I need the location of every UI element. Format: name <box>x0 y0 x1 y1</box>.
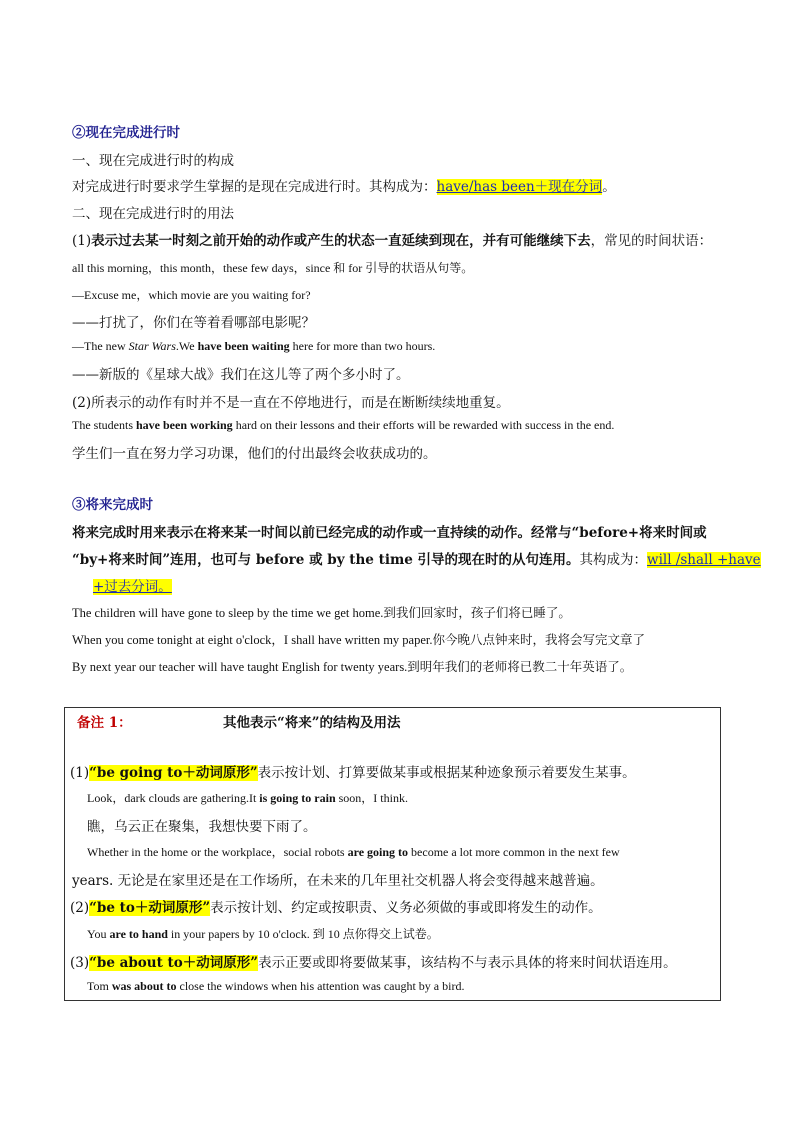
note-1-example2-line2: years. 无论是在家里还是在工作场所，在未来的几年里社交机器人将会变得越来越普遍。 <box>72 873 604 889</box>
example-2-en <box>72 339 435 354</box>
ex2-italic: Star Wars <box>128 339 176 353</box>
heading-formation: 一、现在完成进行时的构成 <box>72 153 234 169</box>
heading-usage: 二、现在完成进行时的用法 <box>72 206 234 222</box>
note-2-meaning: 表示按计划、约定或按职责、义务必须做的事或即将发生的动作。 <box>210 900 602 916</box>
note-1-structure: “be going to＋动词原形” <box>89 765 258 781</box>
ex2-bold: have been waiting <box>197 339 290 353</box>
note-title: 其他表示“将来”的结构及用法 <box>223 715 401 731</box>
note-3-example <box>87 979 464 994</box>
example-1-zh: ——打扰了，你们在等着看哪部电影呢？ <box>72 315 315 331</box>
n1-ex-pre: Look，dark clouds are gathering.It <box>87 791 260 805</box>
definition-formation-label: 其构成为： <box>579 552 648 568</box>
formation-text <box>72 175 616 195</box>
note-3-number: (3) <box>70 955 90 971</box>
usage-1-bold: 表示过去某一时刻之前开始的动作或产生的状态一直延续到现在，并有可能继续下去 <box>91 233 591 249</box>
definition-line-2 <box>72 548 761 568</box>
note-2-example <box>87 925 439 942</box>
usage-1 <box>72 229 712 249</box>
formation-intro: 对完成进行时要求学生掌握的是现在完成进行时。其构成为： <box>72 179 437 195</box>
formation-end: 。 <box>602 179 616 195</box>
note-1-example2-line1 <box>87 843 620 860</box>
example-2-zh: ——新版的《星球大战》我们在这儿等了两个多小时了。 <box>72 367 410 383</box>
ex2-post: here for more than two hours. <box>289 339 436 353</box>
note-point-1 <box>70 761 636 781</box>
usage-1-rest: ，常见的时间状语： <box>590 233 713 249</box>
usage-1-time-adverbials: all this morning，this month，these few days，since 和 for 引导的状语从句等。 <box>72 261 474 275</box>
definition-bold: “by+将来时间”连用，也可与 before 或 by the time 引导的现在时的从句连用。 <box>72 552 580 568</box>
example-1-en: —Excuse me，which movie are you waiting for? <box>72 288 311 302</box>
ex2-pre: —The new <box>72 339 129 353</box>
note-1-number: (1) <box>70 765 90 781</box>
definition-line-3 <box>93 575 172 595</box>
example-3-zh: 学生们一直在努力学习功课，他们的付出最终会收获成功的。 <box>72 446 437 462</box>
usage-1-number: (1) <box>72 233 92 249</box>
formation-formula: have/has been＋现在分词 <box>436 179 603 195</box>
note-point-2 <box>70 896 602 916</box>
note-point-3 <box>70 951 677 971</box>
ex2-mid: .We <box>175 339 198 353</box>
n3-ex-post: close the windows when his attention was caught by a bird. <box>176 979 465 993</box>
note-1-meaning: 表示按计划、打算要做某事或根据某种迹象预示着要发生某事。 <box>257 765 636 781</box>
n1-ex-bold: is going to rain <box>259 791 336 805</box>
n1-ex2-pre: Whether in the home or the workplace，social robots <box>87 845 348 859</box>
section-title-future-perfect: ③将来完成时 <box>72 497 153 513</box>
n1-ex2-post: become a lot more common in the next few <box>408 845 620 859</box>
note-1-example-zh: 瞧，乌云正在聚集，我想快要下雨了。 <box>87 819 317 835</box>
n2-ex-post: in your papers by 10 o'clock. 到 10 点你得交上试卷。 <box>167 927 439 941</box>
n1-ex2-bold: are going to <box>347 845 409 859</box>
definition-formula-part1: will /shall +have <box>647 552 761 568</box>
usage-2: (2)所表示的动作有时并不是一直在不停地进行，而是在断断续续地重复。 <box>72 395 510 411</box>
future-perfect-example-3: By next year our teacher will have taught English for twenty years.到明年我们的老师将已教二十年英语了。 <box>72 660 633 674</box>
n2-ex-bold: are to hand <box>109 927 168 941</box>
note-1-example-en <box>87 789 408 806</box>
note-3-structure: “be about to＋动词原形” <box>89 955 259 971</box>
ex3-post: hard on their lessons and their efforts will be rewarded with success in the end. <box>232 418 615 432</box>
future-perfect-example-1: The children will have gone to sleep by the time we get home.到我们回家时，孩子们将已睡了。 <box>72 606 571 620</box>
note-header <box>77 711 132 731</box>
n1-ex-post: soon，I think. <box>335 791 408 805</box>
note-2-structure: “be to＋动词原形” <box>89 900 211 916</box>
note-label: 备注 1： <box>77 715 132 731</box>
example-3-en <box>72 418 614 433</box>
ex3-pre: The students <box>72 418 136 432</box>
note-3-meaning: 表示正要或即将要做某事，该结构不与表示具体的将来时间状语连用。 <box>258 955 677 971</box>
definition-formula-part2: +过去分词。 <box>93 579 172 595</box>
definition-line-1: 将来完成时用来表示在将来某一时间以前已经完成的动作或一直持续的动作。经常与“before+将来时间或 <box>72 525 707 541</box>
n2-ex-pre: You <box>87 927 110 941</box>
ex3-bold: have been working <box>136 418 233 432</box>
n3-ex-bold: was about to <box>111 979 177 993</box>
note-2-number: (2) <box>70 900 90 916</box>
section-title-present-perfect-continuous: ②现在完成进行时 <box>72 125 180 141</box>
future-perfect-example-2: When you come tonight at eight o'clock，I shall have written my paper.你今晚八点钟来时，我将会写完文章了 <box>72 633 645 647</box>
note-box <box>64 707 721 1001</box>
n3-ex-pre: Tom <box>87 979 112 993</box>
